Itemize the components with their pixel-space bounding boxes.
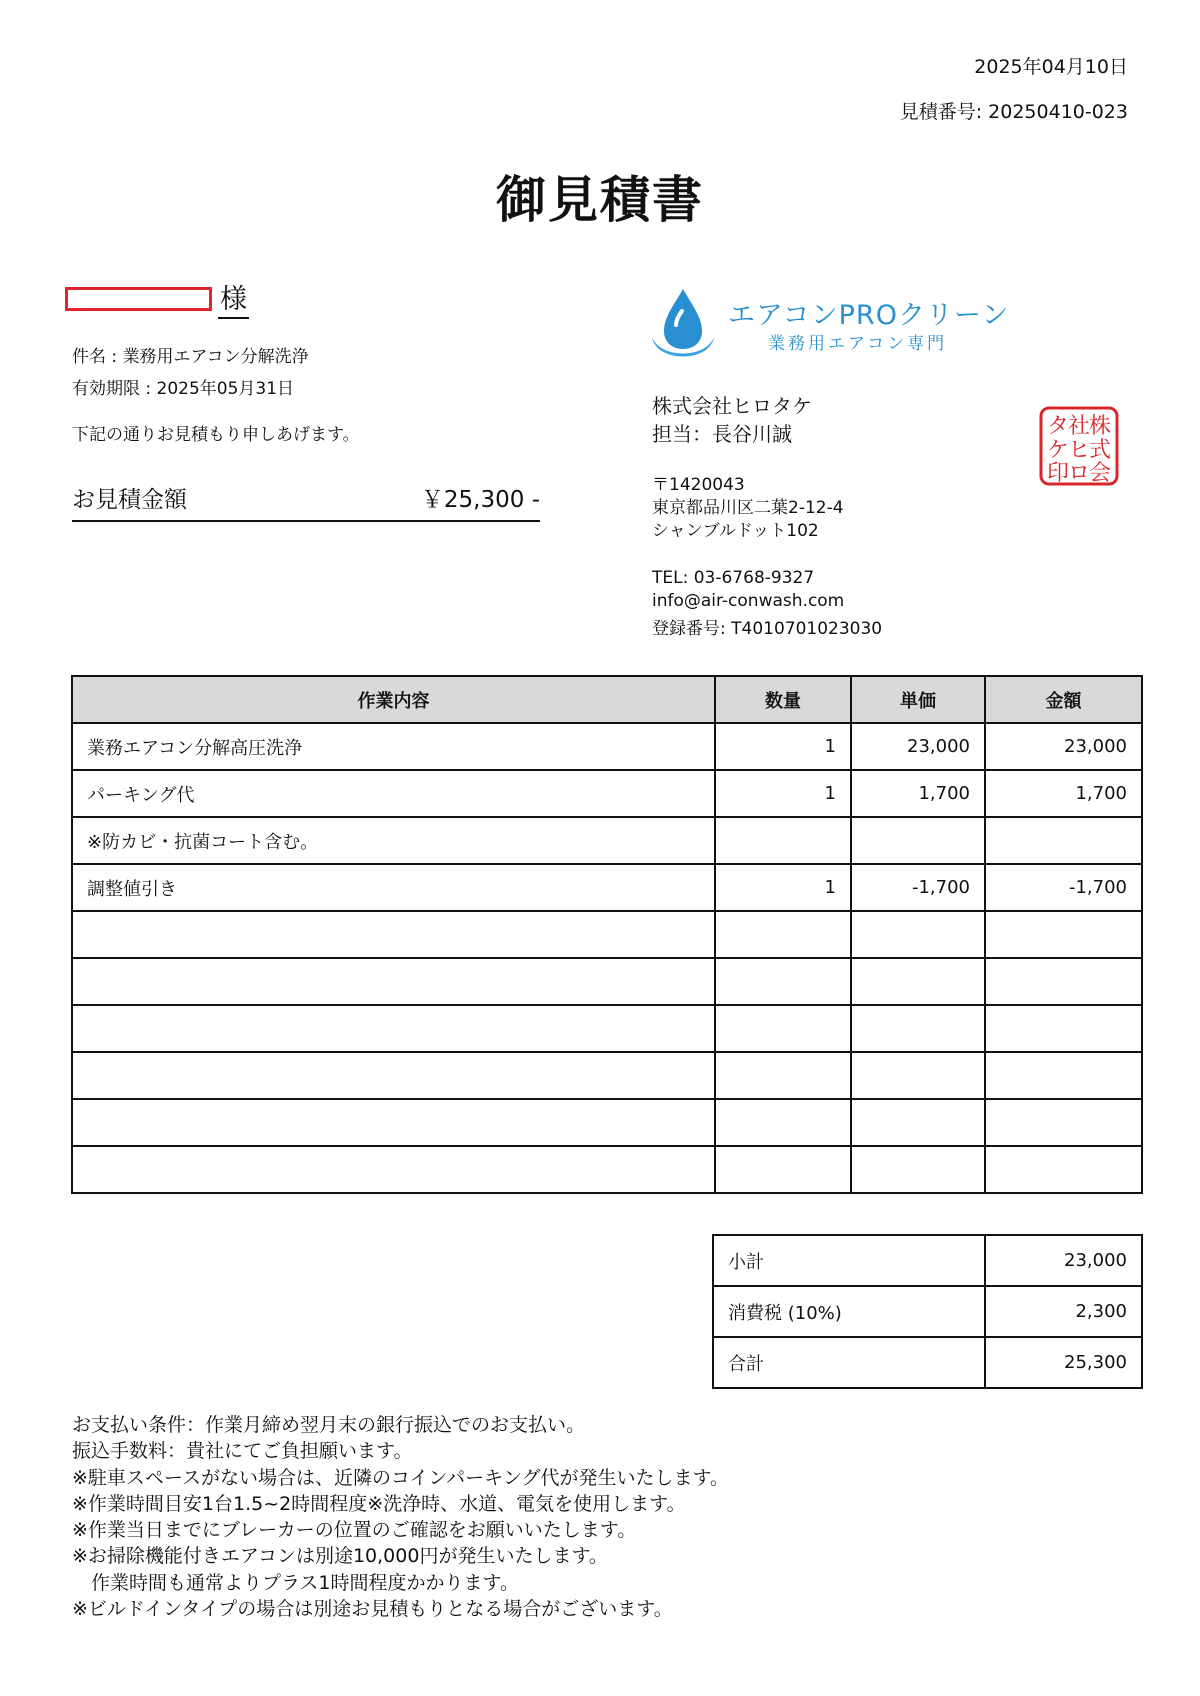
svg-text:式: 式	[1088, 438, 1112, 463]
water-drop-icon	[650, 287, 716, 367]
estimate-amount-row	[72, 481, 540, 522]
summary-table	[712, 1234, 1143, 1389]
cell-unit-price: 23,000	[851, 723, 985, 770]
vendor-address-line1: 東京都品川区二葉2-12-4	[652, 498, 844, 518]
cell-amount: 1,700	[985, 770, 1142, 817]
table-row	[72, 1099, 1142, 1146]
vendor-company: 株式会社ヒロタケ	[652, 394, 812, 418]
note-line: お支払い条件：作業月締め翌月末の銀行振込でのお支払い。	[72, 1414, 586, 1436]
cell-amount	[985, 1099, 1142, 1146]
issue-date: 2025年04月10日	[974, 56, 1128, 78]
cell-description	[72, 1099, 715, 1146]
cell-description	[72, 911, 715, 958]
cell-unit-price	[851, 911, 985, 958]
cell-quantity: 1	[715, 770, 851, 817]
table-row	[72, 817, 1142, 864]
total-value: 25,300	[985, 1337, 1142, 1388]
svg-text:ヒ: ヒ	[1067, 438, 1091, 463]
table-row	[72, 911, 1142, 958]
cell-description: 業務エアコン分解高圧洗浄	[72, 723, 715, 770]
subject-line: 件名 : 業務用エアコン分解洗浄	[72, 347, 309, 367]
expiry-line: 有効期限 : 2025年05月31日	[72, 379, 295, 399]
svg-text:タ: タ	[1046, 414, 1070, 439]
cell-unit-price	[851, 958, 985, 1005]
document-title: 御見積書	[496, 171, 704, 229]
cell-amount	[985, 958, 1142, 1005]
cell-quantity: 1	[715, 864, 851, 911]
redacted-client-name	[65, 287, 212, 311]
company-seal-stamp	[1038, 405, 1120, 487]
cell-unit-price: 1,700	[851, 770, 985, 817]
cell-quantity	[715, 911, 851, 958]
cell-amount	[985, 1005, 1142, 1052]
cell-quantity	[715, 1099, 851, 1146]
cell-amount	[985, 1146, 1142, 1193]
cell-amount	[985, 817, 1142, 864]
table-row	[72, 770, 1142, 817]
cell-quantity	[715, 1052, 851, 1099]
note-line: 振込手数料：貴社にてご負担願います。	[72, 1440, 413, 1463]
header-quantity: 数量	[715, 676, 851, 723]
vendor-tel: TEL: 03-6768-9327	[652, 568, 815, 588]
header-unit-price: 単価	[851, 676, 985, 723]
cell-quantity	[715, 958, 851, 1005]
tax-value: 2,300	[985, 1286, 1142, 1337]
table-row	[72, 723, 1142, 770]
cell-unit-price	[851, 1005, 985, 1052]
tax-label: 消費税 (10%)	[713, 1286, 985, 1337]
vendor-registration-number: 登録番号: T4010701023030	[652, 619, 883, 639]
note-line: ※お掃除機能付きエアコンは別途10,000円が発生いたします。	[72, 1545, 608, 1568]
vendor-email: info@air-conwash.com	[652, 591, 845, 611]
company-logo	[650, 287, 1030, 367]
cell-amount: 23,000	[985, 723, 1142, 770]
cell-quantity	[715, 817, 851, 864]
vendor-address-line2: シャンブルドット102	[652, 521, 819, 541]
summary-row-tax	[713, 1286, 1142, 1337]
table-row	[72, 958, 1142, 1005]
estimate-amount-value: ￥25,300 -	[420, 487, 540, 513]
cell-unit-price	[851, 1052, 985, 1099]
svg-text:社: 社	[1067, 414, 1091, 439]
note-line: ※作業当日までにブレーカーの位置のご確認をお願いいたします。	[72, 1519, 637, 1542]
cell-description: 調整値引き	[72, 864, 715, 911]
payment-notes	[72, 1412, 729, 1622]
client-honorific: 様	[218, 283, 249, 319]
cell-description	[72, 1146, 715, 1193]
intro-text: 下記の通りお見積もり申しあげます。	[72, 425, 360, 445]
total-label: 合計	[713, 1337, 985, 1388]
cell-description	[72, 1052, 715, 1099]
cell-amount	[985, 1052, 1142, 1099]
cell-unit-price	[851, 817, 985, 864]
note-line: ※ビルドインタイプの場合は別途お見積もりとなる場合がございます。	[72, 1598, 673, 1621]
header-work-description: 作業内容	[72, 676, 715, 723]
note-line: 作業時間も通常よりプラス1時間程度かかります。	[72, 1571, 519, 1594]
header-amount: 金額	[985, 676, 1142, 723]
vendor-postal-code: 〒1420043	[652, 475, 745, 495]
summary-row-subtotal	[713, 1235, 1142, 1286]
table-row	[72, 1146, 1142, 1193]
cell-description: ※防カビ・抗菌コート含む。	[72, 817, 715, 864]
table-header-row	[72, 676, 1142, 723]
svg-text:印: 印	[1046, 461, 1070, 486]
subtotal-value: 23,000	[985, 1235, 1142, 1286]
line-items-table	[71, 675, 1143, 1194]
table-row	[72, 864, 1142, 911]
subtotal-label: 小計	[713, 1235, 985, 1286]
estimate-amount-label: お見積金額	[72, 487, 187, 513]
cell-description: パーキング代	[72, 770, 715, 817]
logo-main-text: エアコンPROクリーン	[728, 300, 1010, 331]
cell-unit-price	[851, 1146, 985, 1193]
cell-quantity	[715, 1146, 851, 1193]
logo-sub-text: 業務用エアコン専門	[768, 334, 948, 354]
svg-text:ロ: ロ	[1067, 461, 1091, 486]
summary-row-total	[713, 1337, 1142, 1388]
svg-text:会: 会	[1088, 461, 1112, 486]
cell-unit-price	[851, 1099, 985, 1146]
cell-quantity	[715, 1005, 851, 1052]
cell-description	[72, 958, 715, 1005]
svg-text:ケ: ケ	[1046, 438, 1070, 463]
cell-unit-price: -1,700	[851, 864, 985, 911]
cell-quantity: 1	[715, 723, 851, 770]
client-name-block	[65, 283, 249, 319]
table-row	[72, 1052, 1142, 1099]
cell-description	[72, 1005, 715, 1052]
vendor-person: 担当：長谷川誠	[652, 422, 792, 446]
cell-amount	[985, 911, 1142, 958]
cell-amount: -1,700	[985, 864, 1142, 911]
table-row	[72, 1005, 1142, 1052]
svg-text:株: 株	[1088, 414, 1112, 439]
note-line: ※作業時間目安1台1.5~2時間程度※洗浄時、水道、電気を使用します。	[72, 1492, 686, 1515]
note-line: ※駐車スペースがない場合は、近隣のコインパーキング代が発生いたします。	[72, 1466, 729, 1489]
estimate-number: 見積番号: 20250410-023	[899, 101, 1128, 123]
